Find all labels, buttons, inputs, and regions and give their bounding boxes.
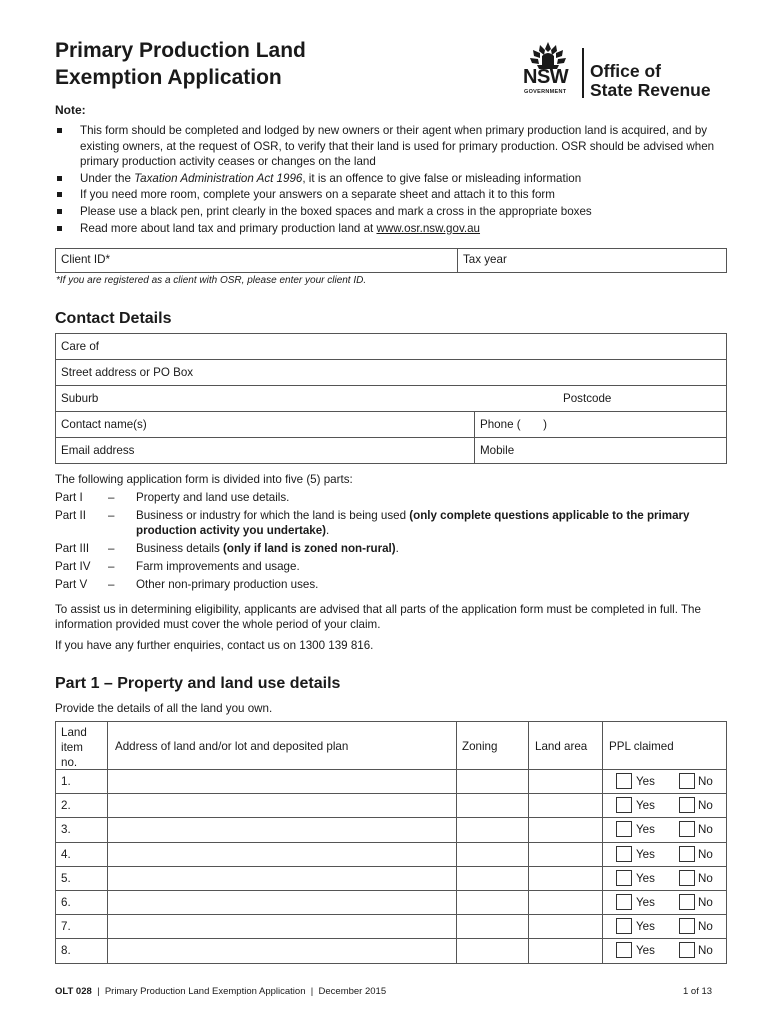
no-label: No bbox=[698, 944, 713, 957]
no-checkbox[interactable] bbox=[679, 894, 695, 910]
yes-checkbox[interactable] bbox=[616, 773, 632, 789]
no-checkbox[interactable] bbox=[679, 821, 695, 837]
email-field[interactable]: Email address bbox=[61, 444, 135, 457]
contact-details-heading: Contact Details bbox=[55, 310, 172, 327]
osr-website-link[interactable]: www.osr.nsw.gov.au bbox=[376, 221, 481, 235]
contact-name-field[interactable]: Contact name(s) bbox=[61, 418, 147, 431]
note-bullet: Please use a black pen, print clearly in the boxed spaces and mark a cross in the appropriate boxes bbox=[55, 204, 735, 220]
yes-checkbox[interactable] bbox=[616, 894, 632, 910]
col-header-land-area: Land area bbox=[535, 740, 588, 753]
part-item: Part II bbox=[55, 509, 86, 522]
no-label: No bbox=[698, 775, 713, 788]
nsw-osr-logo: NSW GOVERNMENT Office of State Revenue bbox=[521, 40, 731, 100]
client-id-footnote: *If you are registered as a client with OSR, please enter your client ID. bbox=[56, 275, 367, 286]
part-item: Part IV bbox=[55, 560, 91, 573]
tax-year-field[interactable]: Tax year bbox=[463, 253, 507, 266]
care-of-field[interactable]: Care of bbox=[61, 340, 100, 353]
yes-label: Yes bbox=[636, 848, 655, 861]
street-address-field[interactable]: Street address or PO Box bbox=[61, 366, 194, 379]
yes-label: Yes bbox=[636, 799, 655, 812]
yes-checkbox[interactable] bbox=[616, 797, 632, 813]
no-label: No bbox=[698, 823, 713, 836]
assist-paragraph: To assist us in determining eligibility, applicants are advised that all parts of the application form must be completed in full. The information provided must cover the whole period of your claim. bbox=[55, 603, 701, 631]
parts-intro: The following application form is divided into five (5) parts: bbox=[55, 473, 353, 486]
phone-field[interactable]: Phone ( ) bbox=[480, 418, 548, 431]
yes-checkbox[interactable] bbox=[616, 846, 632, 862]
no-label: No bbox=[698, 920, 713, 933]
enquiries-paragraph: If you have any further enquiries, contact us on 1300 139 816. bbox=[55, 639, 374, 652]
client-id-box bbox=[55, 248, 727, 273]
col-header-zoning: Zoning bbox=[462, 740, 498, 753]
yes-checkbox[interactable] bbox=[616, 870, 632, 886]
no-label: No bbox=[698, 799, 713, 812]
note-heading: Note: bbox=[55, 103, 86, 117]
footer-info: OLT 028 | Primary Production Land Exemption Application | December 2015 bbox=[55, 986, 387, 997]
note-bullet: If you need more room, complete your answers on a separate sheet and attach it to this form bbox=[55, 187, 735, 203]
part-item: Part III bbox=[55, 542, 90, 555]
yes-checkbox[interactable] bbox=[616, 821, 632, 837]
no-label: No bbox=[698, 896, 713, 909]
no-checkbox[interactable] bbox=[679, 797, 695, 813]
page-number: 1 of 13 bbox=[683, 986, 713, 997]
note-bullet: This form should be completed and lodged by new owners or their agent when primary production land is acquired, and by existing owners, at the request of OSR, to verify that their land is used for primary production. OSR should be advised when primary production activity ceases or changes on the land bbox=[55, 123, 735, 170]
yes-label: Yes bbox=[636, 944, 655, 957]
no-checkbox[interactable] bbox=[679, 846, 695, 862]
page-title: Primary Production Land Exemption Application bbox=[55, 39, 306, 89]
yes-label: Yes bbox=[636, 920, 655, 933]
row-number: 3. bbox=[61, 823, 71, 836]
yes-label: Yes bbox=[636, 823, 655, 836]
yes-label: Yes bbox=[636, 775, 655, 788]
part1-subheading: Provide the details of all the land you own. bbox=[55, 702, 273, 715]
no-checkbox[interactable] bbox=[679, 870, 695, 886]
part1-heading: Part 1 – Property and land use details bbox=[55, 675, 341, 692]
row-number: 8. bbox=[61, 944, 71, 957]
suburb-field[interactable]: Suburb bbox=[61, 392, 99, 405]
part-item: Part V bbox=[55, 578, 88, 591]
col-header-address: Address of land and/or lot and deposited plan bbox=[115, 740, 349, 753]
row-number: 6. bbox=[61, 896, 71, 909]
row-number: 5. bbox=[61, 872, 71, 885]
no-label: No bbox=[698, 872, 713, 885]
no-checkbox[interactable] bbox=[679, 773, 695, 789]
row-number: 7. bbox=[61, 920, 71, 933]
yes-checkbox[interactable] bbox=[616, 942, 632, 958]
yes-checkbox[interactable] bbox=[616, 918, 632, 934]
mobile-field[interactable]: Mobile bbox=[480, 444, 515, 457]
yes-label: Yes bbox=[636, 896, 655, 909]
no-checkbox[interactable] bbox=[679, 918, 695, 934]
part-item: Part I bbox=[55, 491, 83, 504]
note-bullet: Read more about land tax and primary production land at www.osr.nsw.gov.au bbox=[55, 221, 735, 237]
no-label: No bbox=[698, 848, 713, 861]
note-bullet: Under the Taxation Administration Act 1996, it is an offence to give false or misleading information bbox=[55, 171, 735, 187]
row-number: 4. bbox=[61, 848, 71, 861]
note-list bbox=[55, 123, 735, 237]
postcode-field[interactable]: Postcode bbox=[563, 392, 612, 405]
row-number: 2. bbox=[61, 799, 71, 812]
no-checkbox[interactable] bbox=[679, 942, 695, 958]
yes-label: Yes bbox=[636, 872, 655, 885]
client-id-field[interactable]: Client ID* bbox=[61, 253, 110, 266]
row-number: 1. bbox=[61, 775, 71, 788]
col-header-land-item: Land item no. bbox=[61, 726, 87, 769]
col-header-ppl-claimed: PPL claimed bbox=[609, 740, 674, 753]
contact-details-table bbox=[55, 333, 727, 464]
